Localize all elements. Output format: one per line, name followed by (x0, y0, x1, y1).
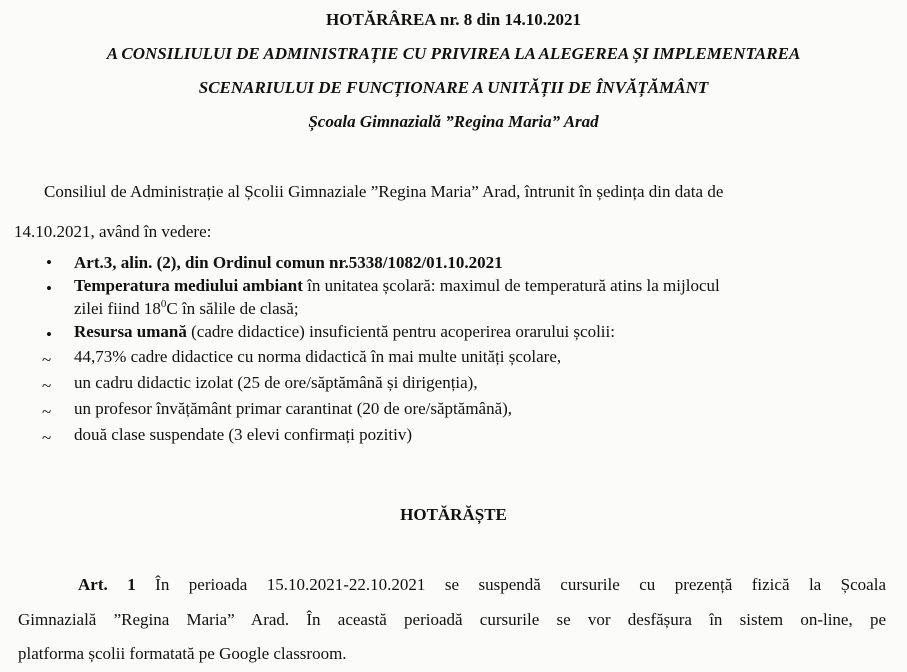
bullet-item-2-bold: Temperatura mediului ambiant (74, 276, 303, 295)
article-1-line1-text: În perioada 15.10.2021-22.10.2021 se suspendă cursurile cu prezență fizică la Școala (135, 575, 886, 594)
bullet-item-2-line2-pre: zilei fiind 18 (74, 299, 161, 318)
bullet-item-1 (74, 253, 503, 273)
tilde-marker: ~ (42, 350, 52, 369)
sub-item-3: un profesor învățământ primar carantinat (20 de ore/săptămână), (74, 399, 513, 418)
bullet-marker: • (46, 279, 52, 298)
bullet-item-3 (74, 322, 615, 342)
document-subtitle-line2: SCENARIULUI DE FUNCȚIONARE A UNITĂȚII DE ÎNVĂȚĂMÂNT (198, 78, 709, 97)
document-title: HOTĂRÂREA nr. 8 din 14.10.2021 (326, 10, 581, 29)
bullet-marker: • (46, 253, 52, 272)
school-name: Școala Gimnazială ”Regina Maria” Arad (308, 112, 599, 131)
bullet-item-2 (74, 276, 720, 296)
sub-item-1: 44,73% cadre didactice cu norma didactică în mai multe unități școlare, (74, 347, 562, 366)
bullet-marker: • (46, 325, 52, 344)
bullet-item-2-rest: în unitatea școlară: maximul de temperatură atins la mijlocul (302, 276, 720, 295)
intro-line2: 14.10.2021, având în vedere: (14, 222, 212, 241)
bullet-item-2-line2 (74, 299, 299, 319)
tilde-marker: ~ (42, 376, 52, 395)
bullet-item-2-line2-post: C în sălile de clasă; (166, 299, 299, 318)
document-subtitle-line1: A CONSILIULUI DE ADMINISTRAȚIE CU PRIVIREA LA ALEGEREA ȘI IMPLEMENTAREA (106, 44, 801, 63)
degree-superscript: 0 (160, 298, 167, 310)
intro-line1: Consiliul de Administrație al Școlii Gimnaziale ”Regina Maria” Arad, întrunit în ședința din data de (44, 182, 724, 201)
article-1-line1 (78, 575, 886, 595)
article-1-line2: Gimnazială ”Regina Maria” Arad. În această perioadă cursurile se vor desfășura în sistem on-line, pe (18, 610, 886, 629)
sub-item-4: două clase suspendate (3 elevi confirmați pozitiv) (74, 425, 412, 444)
bullet-item-3-rest: (cadre didactice) insuficientă pentru acoperirea orarului școlii: (186, 322, 615, 341)
article-1-line3: platforma școlii formatată pe Google classroom. (18, 644, 347, 663)
tilde-marker: ~ (42, 402, 52, 421)
tilde-marker: ~ (42, 428, 52, 447)
article-1-label: Art. 1 (78, 575, 136, 594)
bullet-item-3-bold: Resursa umană (74, 322, 187, 341)
decision-heading: HOTĂRĂȘTE (400, 505, 507, 524)
bullet-item-1-text: Art.3, alin. (2), din Ordinul comun nr.5338/1082/01.10.2021 (74, 253, 503, 272)
sub-item-2: un cadru didactic izolat (25 de ore/săptămână și dirigenția), (74, 373, 478, 392)
